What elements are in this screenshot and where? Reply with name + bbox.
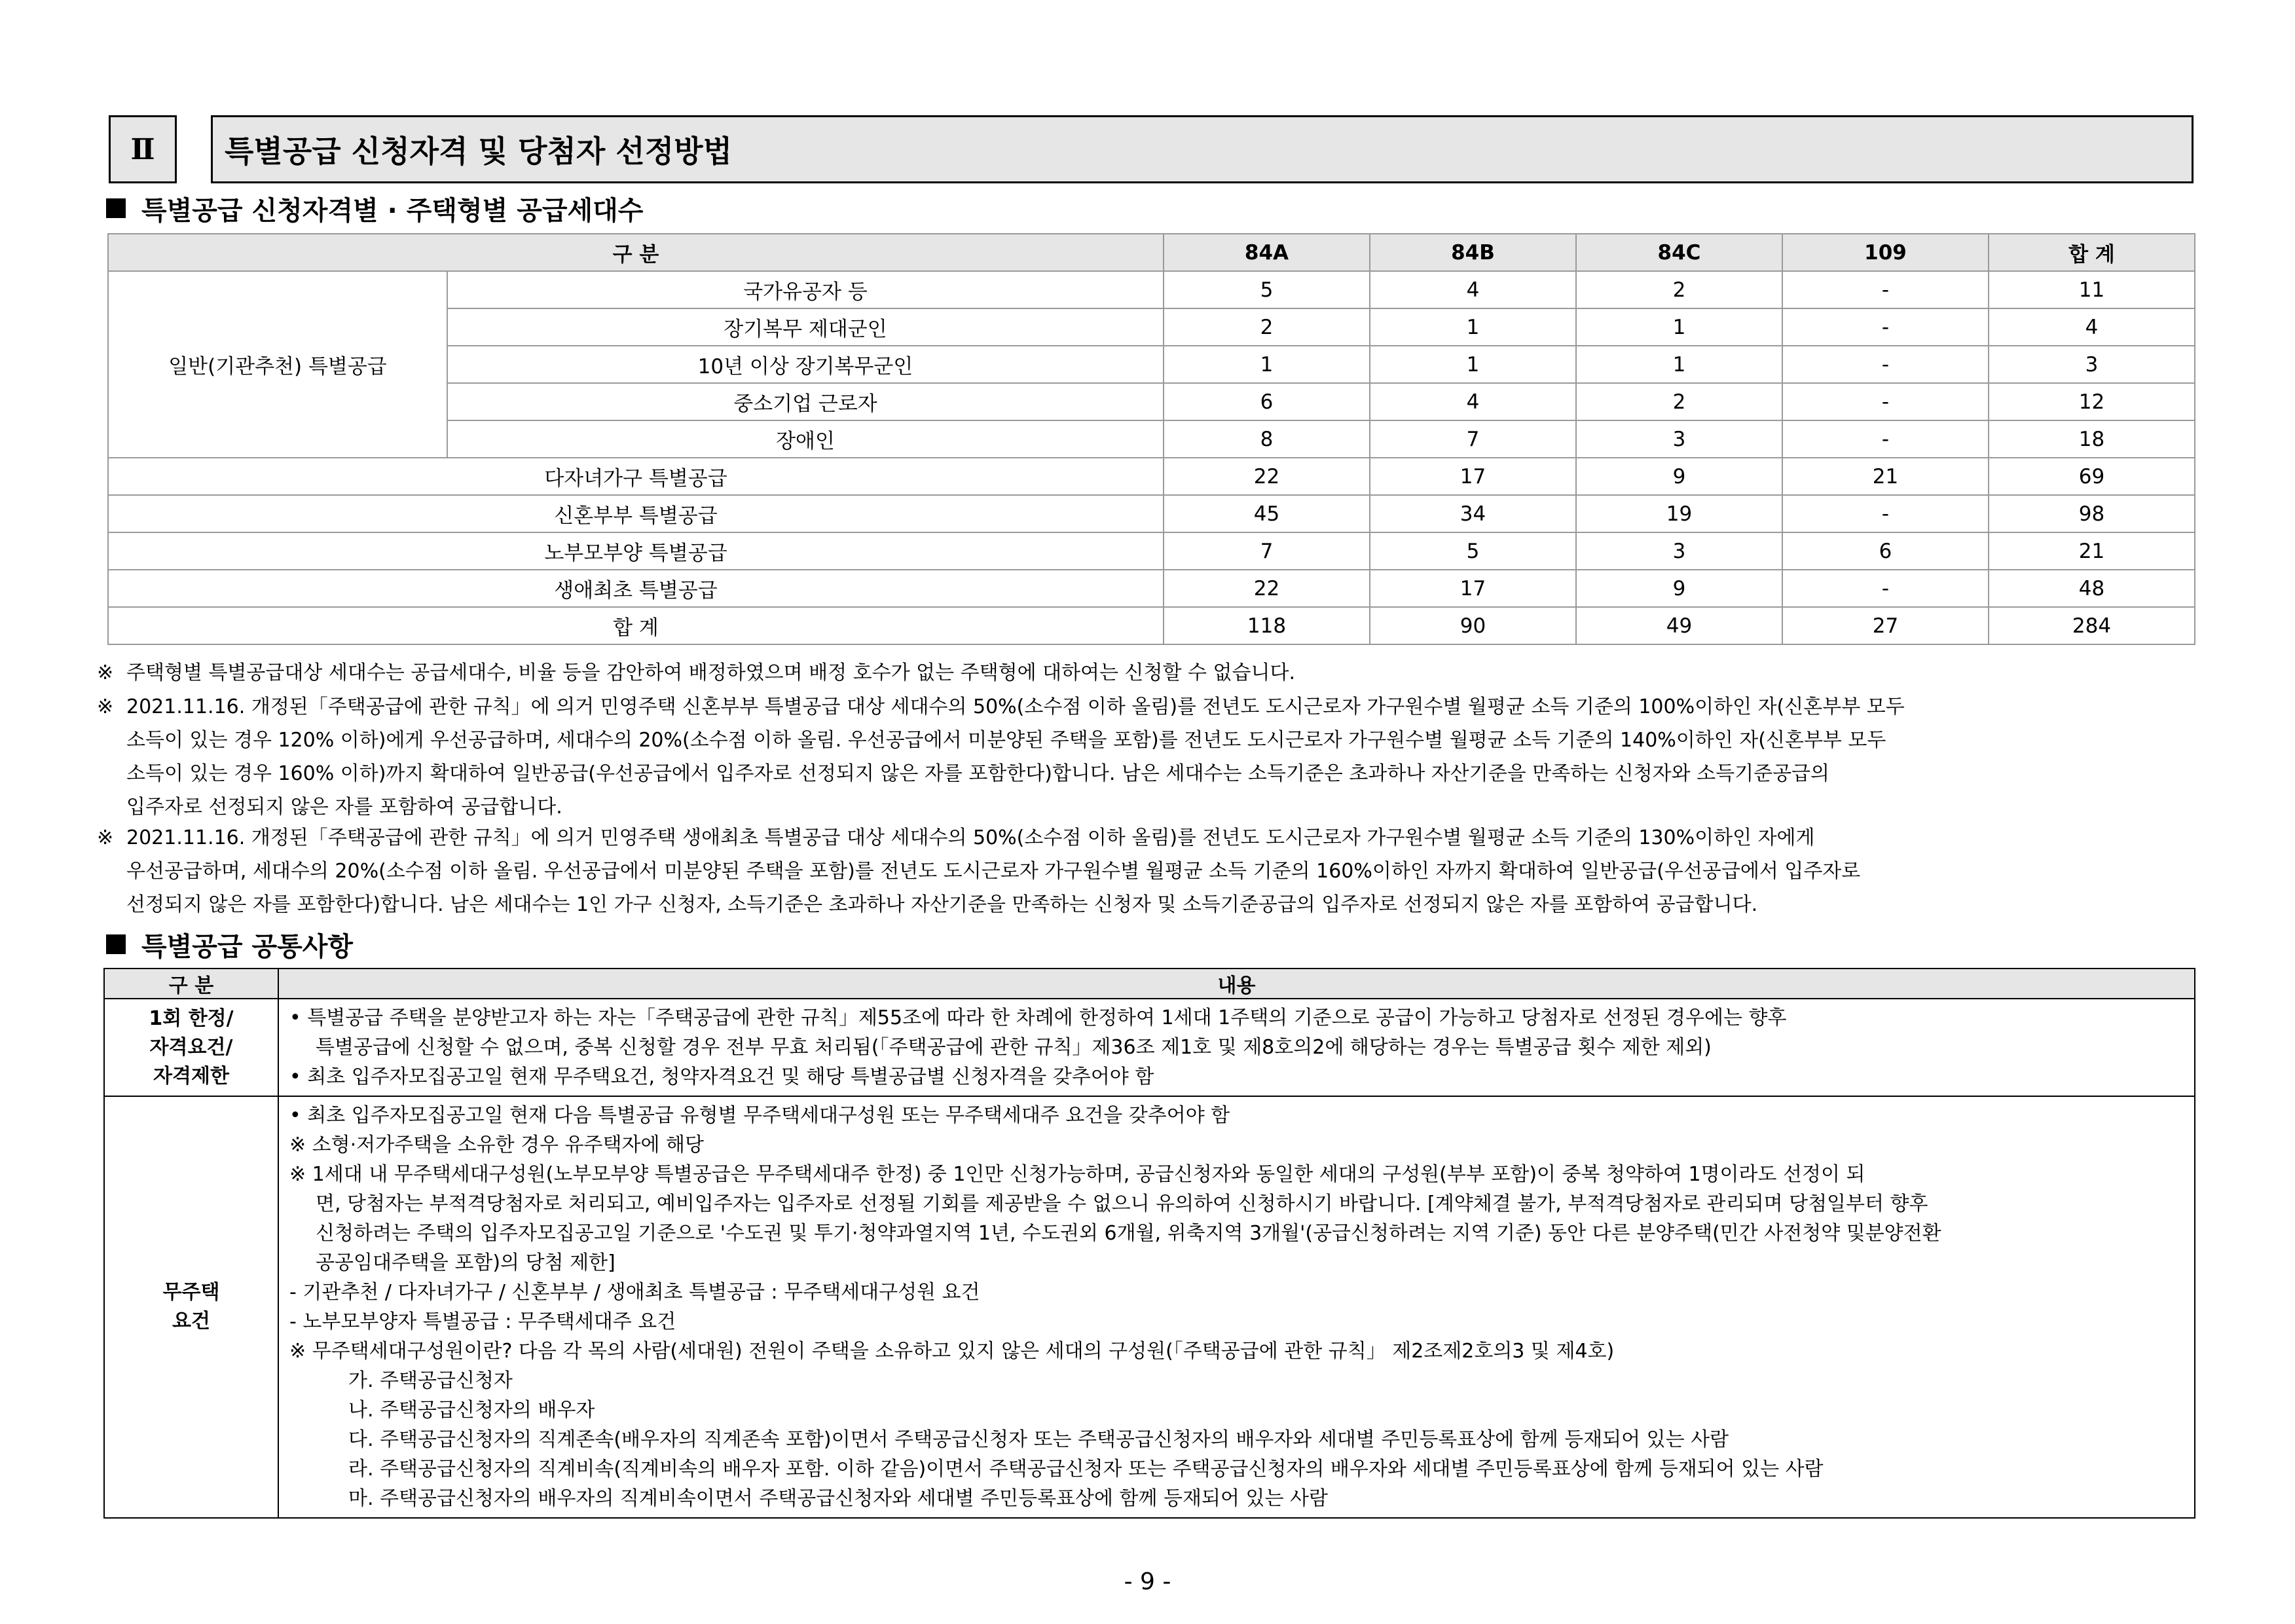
cell: 34 (1370, 495, 1576, 532)
content-line: 라. 주택공급신청자의 직계비속(직계비속의 배우자 포함. 이하 같음)이면서 주택공급신청자 또는 주택공급신청자의 배우자와 세대별 주민등록표상에 함께 등재되어 있는 사람 (348, 1458, 1824, 1481)
note-mark: ※ (97, 826, 114, 849)
cell: 9 (1576, 458, 1782, 495)
header-content: 내용 (278, 969, 2195, 999)
cell: 49 (1576, 607, 1782, 644)
note-3 (97, 821, 2199, 921)
section-number: Ⅱ (109, 115, 177, 183)
row-label: 합 계 (108, 607, 1164, 644)
header-category: 구 분 (104, 969, 278, 999)
cell: 45 (1164, 495, 1370, 532)
header-total: 합 계 (1989, 234, 2195, 271)
content-line: 신청하려는 주택의 입주자모집공고일 기준으로 '수도권 및 투기·청약과열지역 1년, 수도권외 6개월, 위축지역 3개월'(공급신청하려는 지역 기준) 동안 다른 분양주택(민간 사전청약 및분양전환 (316, 1222, 1941, 1245)
content-line: - 기관추천 / 다자녀가구 / 신혼부부 / 생애최초 특별공급 : 무주택세대구성원 요건 (289, 1281, 980, 1304)
cell: 118 (1164, 607, 1370, 644)
cell: - (1782, 271, 1989, 308)
cell: 21 (1989, 532, 2195, 570)
row-label: 생애최초 특별공급 (108, 570, 1164, 607)
cell: 2 (1576, 271, 1782, 308)
table-header-row (108, 234, 2195, 271)
row-label: 다자녀가구 특별공급 (108, 458, 1164, 495)
table-row (108, 495, 2195, 532)
common-table-heading-text: 특별공급 공통사항 (141, 931, 354, 962)
cell: - (1782, 383, 1989, 420)
cell: 9 (1576, 570, 1782, 607)
cell: 1 (1370, 308, 1576, 346)
header-category: 구 분 (108, 234, 1164, 271)
cell: - (1782, 308, 1989, 346)
cell: - (1782, 346, 1989, 383)
cell: 21 (1782, 458, 1989, 495)
cell: 5 (1370, 532, 1576, 570)
note-text: 소득이 있는 경우 160% 이하)까지 확대하여 일반공급(우선공급에서 입주자로 선정되지 않은 자를 포함한다)합니다. 남은 세대수는 소득기준은 초과하나 자산기준을 만족하는 신청자와 소득기준공급의 (126, 762, 1830, 785)
total-row (108, 607, 2195, 644)
content-line: 특별공급에 신청할 수 없으며, 중복 신청할 경우 전부 무효 처리됨(「주택공급에 관한 규칙」제36조 제1호 및 제8호의2에 해당하는 경우는 특별공급 횟수 제한 제외) (316, 1036, 1712, 1059)
row-content (278, 999, 2195, 1096)
content-line: 가. 주택공급신청자 (348, 1369, 513, 1392)
content-line: 마. 주택공급신청자의 배우자의 직계비속이면서 주택공급신청자와 세대별 주민등록표상에 함께 등재되어 있는 사람 (348, 1487, 1328, 1510)
row-label: 신혼부부 특별공급 (108, 495, 1164, 532)
supply-table-heading-text: 특별공급 신청자격별 · 주택형별 공급세대수 (141, 195, 644, 226)
header-type: 84A (1164, 234, 1370, 271)
cell: 2 (1164, 308, 1370, 346)
content-line: • 최초 입주자모집공고일 현재 다음 특별공급 유형별 무주택세대구성원 또는 무주택세대주 요건을 갖추어야 함 (289, 1104, 1230, 1127)
note-text: 소득이 있는 경우 120% 이하)에게 우선공급하며, 세대수의 20%(소수점 이하 올림. 우선공급에서 미분양된 주택을 포함)를 전년도 도시근로자 가구원수별 월평균 소득 기준의 140%이하인 자(신혼부부 모두 (126, 729, 1886, 752)
cell: 98 (1989, 495, 2195, 532)
common-table-heading (106, 925, 353, 964)
note-mark: ※ (97, 661, 114, 684)
note-text: 우선공급하며, 세대수의 20%(소수점 이하 올림. 우선공급에서 미분양된 주택을 포함)를 전년도 도시근로자 가구원수별 월평균 소득 기준의 160%이하인 자까지 확대하여 일반공급(우선공급에서 입주자로 (126, 860, 1861, 883)
section-title: 특별공급 신청자격 및 당첨자 선정방법 (211, 115, 2194, 183)
content-line: • 특별공급 주택을 분양받고자 하는 자는「주택공급에 관한 규칙」제55조에 따라 한 차례에 한정하여 1세대 1주택의 기준으로 공급이 가능하고 당첨자로 선정된 경우에는 향후 (289, 1006, 1787, 1029)
cell: 8 (1164, 420, 1370, 458)
cell: 3 (1576, 420, 1782, 458)
cell: - (1782, 570, 1989, 607)
table-row (108, 532, 2195, 570)
cell: 90 (1370, 607, 1576, 644)
row-category-line: 자격요건/ (149, 1035, 233, 1059)
square-bullet-icon (106, 198, 126, 218)
cell: 22 (1164, 458, 1370, 495)
note-text: 선정되지 않은 자를 포함한다)합니다. 남은 세대수는 1인 가구 신청자, 소득기준은 초과하나 자산기준을 만족하는 신청자 및 소득기준공급의 입주자로 선정되지 않은 자를 포함하여 공급합니다. (126, 893, 1758, 916)
row-label: 10년 이상 장기복무군인 (447, 346, 1164, 383)
table-row (104, 999, 2195, 1096)
table-row (108, 458, 2195, 495)
content-line: 나. 주택공급신청자의 배우자 (348, 1399, 595, 1422)
supply-table-heading (106, 189, 643, 228)
content-line: 다. 주택공급신청자의 직계존속(배우자의 직계존속 포함)이면서 주택공급신청자 또는 주택공급신청자의 배우자와 세대별 주민등록표상에 함께 등재되어 있는 사람 (348, 1428, 1729, 1451)
row-category-line: 무주택 (162, 1281, 220, 1304)
cell: 4 (1989, 308, 2195, 346)
row-label: 중소기업 근로자 (447, 383, 1164, 420)
common-table (103, 968, 2195, 1519)
row-label: 국가유공자 등 (447, 271, 1164, 308)
cell: 17 (1370, 570, 1576, 607)
cell: 6 (1782, 532, 1989, 570)
cell: - (1782, 420, 1989, 458)
cell: 27 (1782, 607, 1989, 644)
row-label: 장애인 (447, 420, 1164, 458)
cell: 19 (1576, 495, 1782, 532)
header-type: 109 (1782, 234, 1989, 271)
content-line: - 노부모부양자 특별공급 : 무주택세대주 요건 (289, 1310, 676, 1333)
table-header-row (104, 969, 2195, 999)
cell: 12 (1989, 383, 2195, 420)
supply-table (107, 233, 2195, 645)
cell: 7 (1164, 532, 1370, 570)
row-label: 장기복무 제대군인 (447, 308, 1164, 346)
cell: 4 (1370, 383, 1576, 420)
cell: - (1782, 495, 1989, 532)
square-bullet-icon (106, 934, 126, 954)
group-label: 일반(기관추천) 특별공급 (108, 271, 447, 458)
cell: 5 (1164, 271, 1370, 308)
header-type: 84C (1576, 234, 1782, 271)
cell: 1 (1164, 346, 1370, 383)
note-mark: ※ (97, 695, 114, 718)
cell: 3 (1989, 346, 2195, 383)
content-line: ※ 무주택세대구성원이란? 다음 각 목의 사람(세대원) 전원이 주택을 소유하고 있지 않은 세대의 구성원(「주택공급에 관한 규칙」 제2조제2호의3 및 제4호) (289, 1340, 1615, 1363)
row-category (104, 999, 278, 1096)
note-1 (97, 656, 2199, 690)
note-text: 2021.11.16. 개정된「주택공급에 관한 규칙」에 의거 민영주택 생애최초 특별공급 대상 세대수의 50%(소수점 이하 올림)를 전년도 도시근로자 가구원수별 월평균 소득 기준의 130%이하인 자에게 (126, 826, 1815, 849)
cell: 18 (1989, 420, 2195, 458)
cell: 17 (1370, 458, 1576, 495)
cell: 284 (1989, 607, 2195, 644)
content-line: ※ 소형·저가주택을 소유한 경우 유주택자에 해당 (289, 1134, 704, 1156)
content-line: 공공임대주택을 포함)의 당첨 제한] (316, 1251, 615, 1274)
row-category-line: 1회 한정/ (149, 1006, 234, 1030)
cell: 2 (1576, 383, 1782, 420)
row-category (104, 1096, 278, 1518)
table-row (104, 1096, 2195, 1518)
row-content (278, 1096, 2195, 1518)
cell: 22 (1164, 570, 1370, 607)
cell: 1 (1576, 308, 1782, 346)
cell: 48 (1989, 570, 2195, 607)
note-text: 2021.11.16. 개정된「주택공급에 관한 규칙」에 의거 민영주택 신혼부부 특별공급 대상 세대수의 50%(소수점 이하 올림)를 전년도 도시근로자 가구원수별 월평균 소득 기준의 100%이하인 자(신혼부부 모두 (126, 695, 1905, 718)
cell: 6 (1164, 383, 1370, 420)
content-line: • 최초 입주자모집공고일 현재 무주택요건, 청약자격요건 및 해당 특별공급별 신청자격을 갖추어야 함 (289, 1065, 1154, 1088)
cell: 69 (1989, 458, 2195, 495)
table-row (108, 570, 2195, 607)
cell: 3 (1576, 532, 1782, 570)
page-number: - 9 - (1124, 1568, 1171, 1595)
cell: 1 (1370, 346, 1576, 383)
cell: 7 (1370, 420, 1576, 458)
cell: 4 (1370, 271, 1576, 308)
content-line: ※ 1세대 내 무주택세대구성원(노부모부양 특별공급은 무주택세대주 한정) 중 1인만 신청가능하며, 공급신청자와 동일한 세대의 구성원(부부 포함)이 중복 청약하여 1명이라도 선정이 되 (289, 1163, 1865, 1186)
row-category-line: 요건 (172, 1310, 210, 1333)
header-type: 84B (1370, 234, 1576, 271)
table-row (108, 271, 2195, 308)
cell: 1 (1576, 346, 1782, 383)
cell: 11 (1989, 271, 2195, 308)
content-line: 면, 당첨자는 부적격당첨자로 처리되고, 예비입주자는 입주자로 선정될 기회를 제공받을 수 없으니 유의하여 신청하시기 바랍니다. [계약체결 불가, 부적격당첨자로 관리되며 당첨일부터 향후 (316, 1192, 1928, 1215)
note-text: 주택형별 특별공급대상 세대수는 공급세대수, 비율 등을 감안하여 배정하였으며 배정 호수가 없는 주택형에 대하여는 신청할 수 없습니다. (126, 661, 1295, 684)
row-label: 노부모부양 특별공급 (108, 532, 1164, 570)
note-text: 입주자로 선정되지 않은 자를 포함하여 공급합니다. (126, 796, 562, 819)
note-2 (97, 690, 2199, 824)
row-category-line: 자격제한 (153, 1064, 229, 1088)
